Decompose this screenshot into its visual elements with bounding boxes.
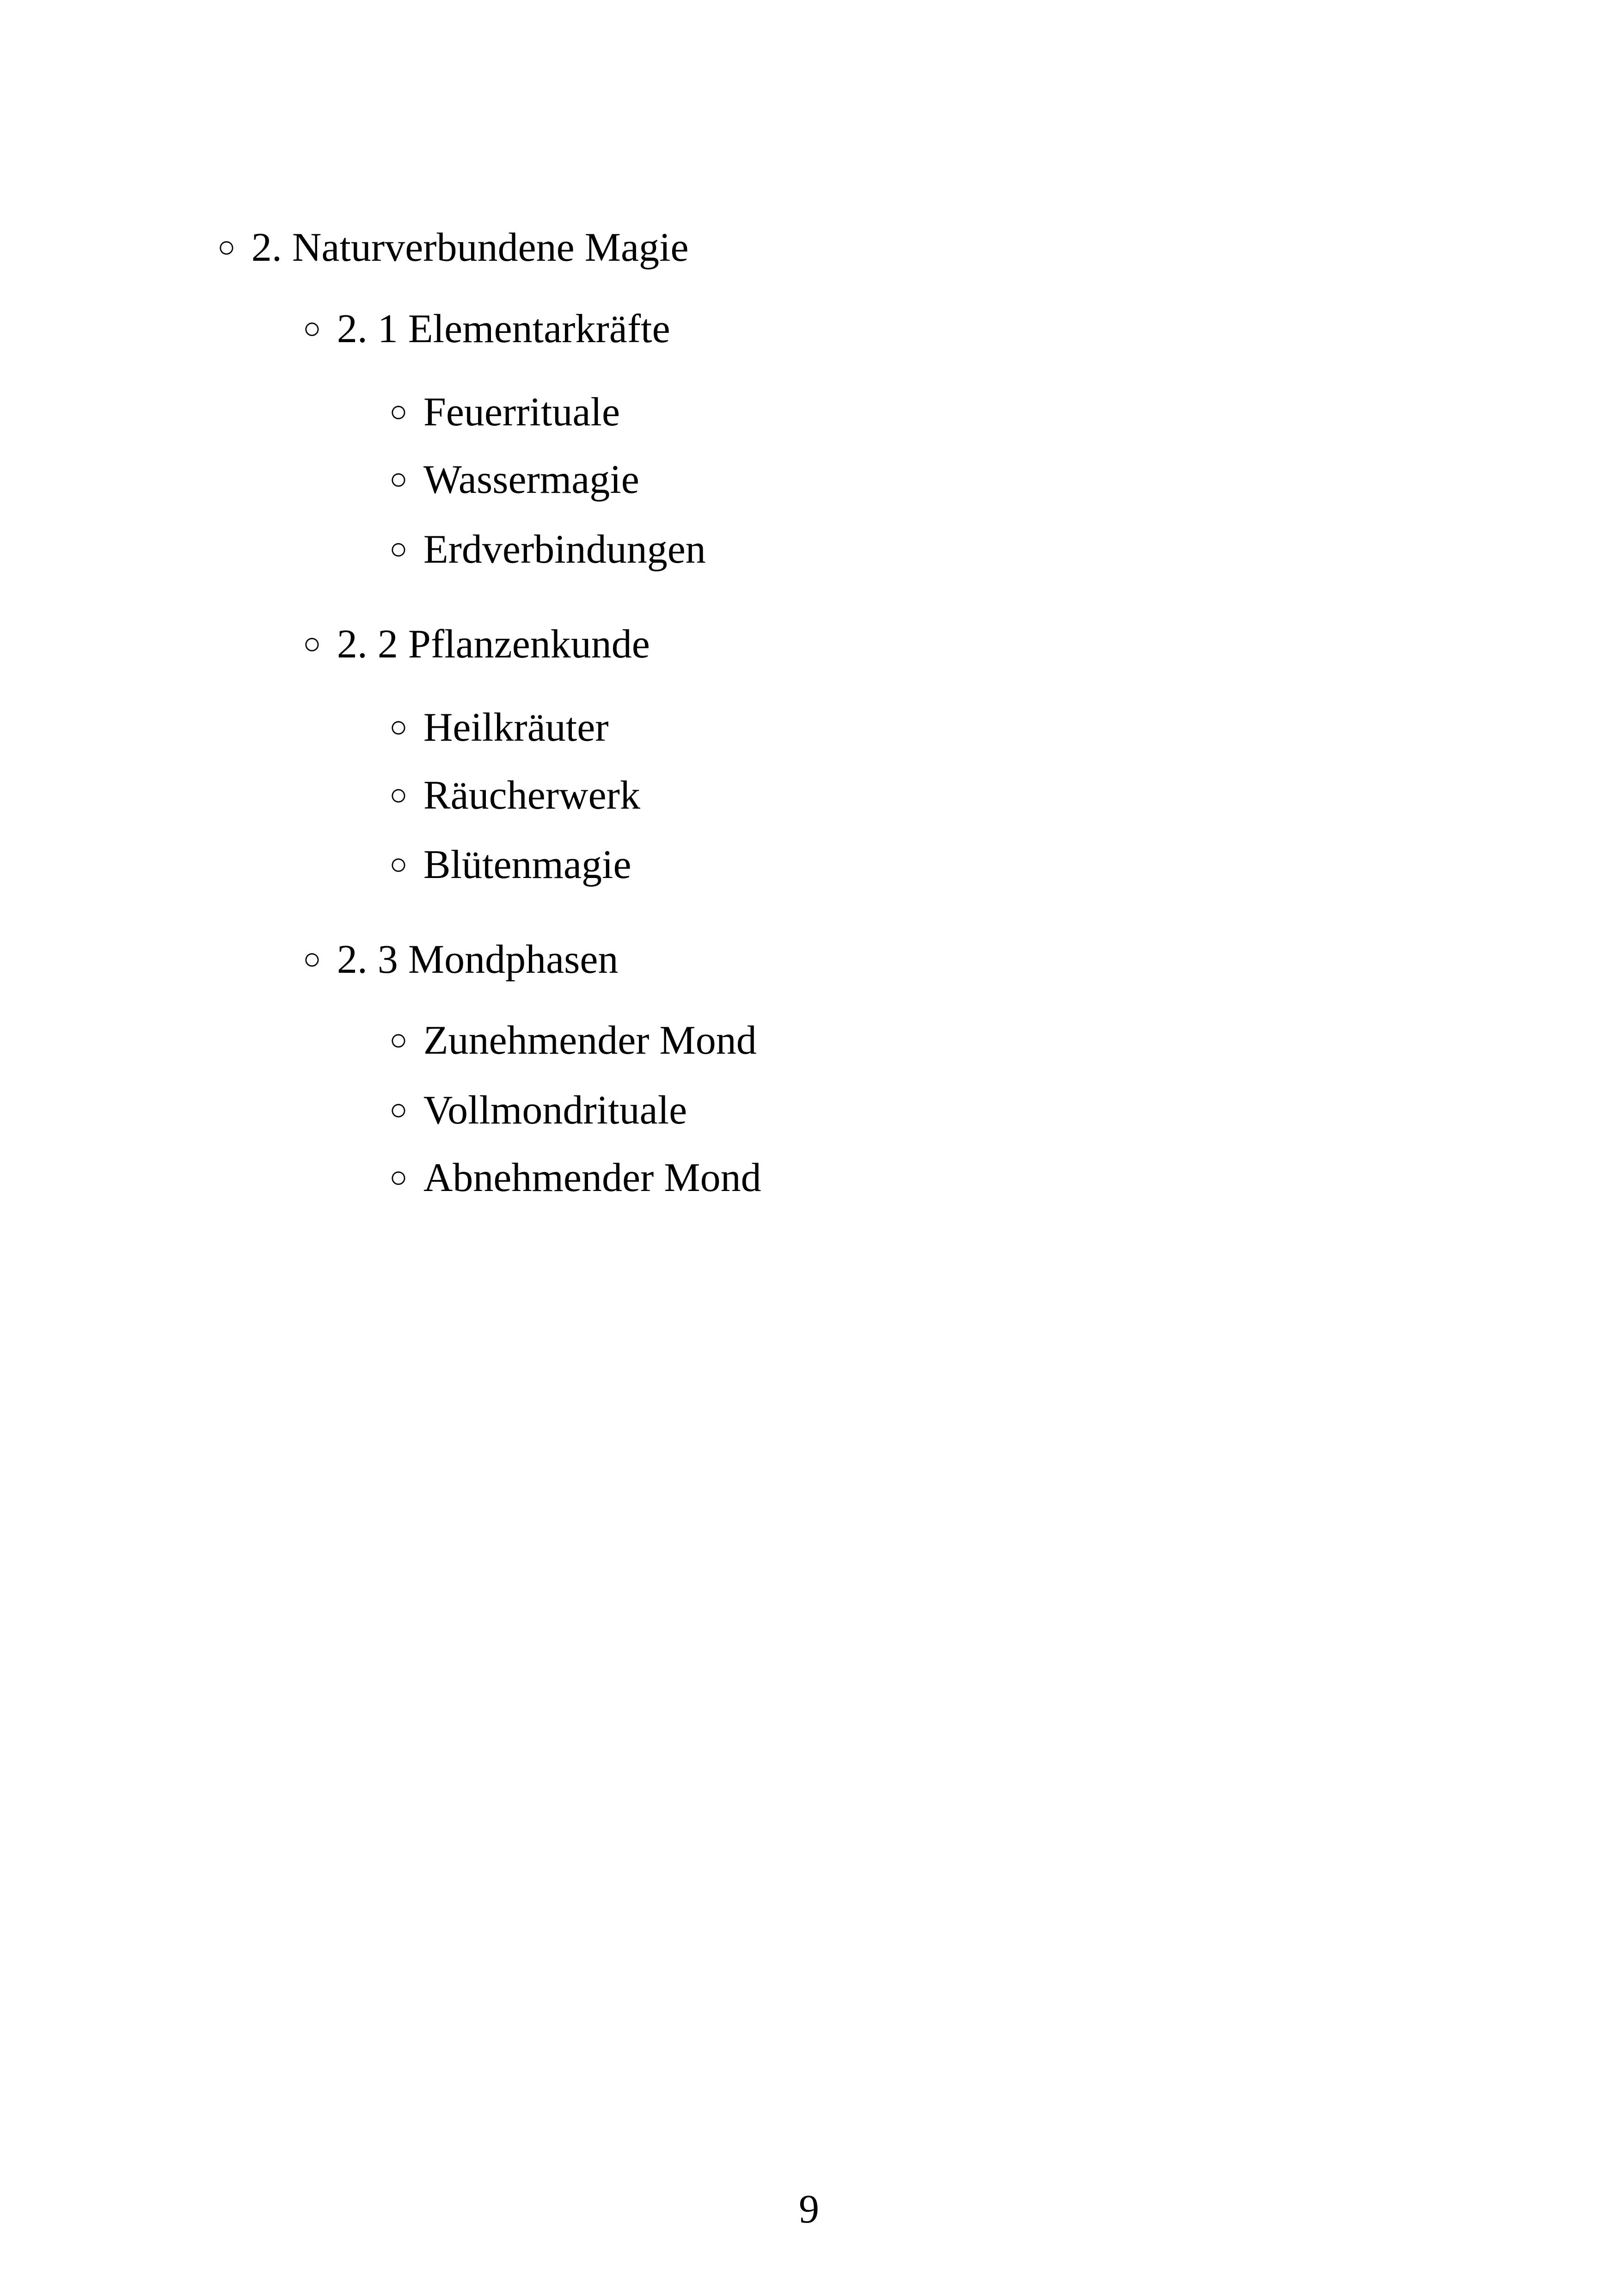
bullet-icon: ○	[389, 778, 408, 812]
outline-item-subsection	[303, 309, 670, 350]
bullet-icon: ○	[389, 395, 408, 429]
bullet-icon: ○	[303, 312, 321, 345]
outline-item-topic	[389, 1090, 687, 1131]
bullet-icon: ○	[389, 1160, 408, 1194]
outline-item-topic	[389, 842, 631, 887]
bullet-icon: ○	[303, 627, 321, 661]
bullet-icon: ○	[389, 710, 408, 744]
topic-label: Heilkräuter	[423, 705, 609, 750]
topic-label: Zunehmender Mond	[423, 1018, 757, 1063]
bullet-icon: ○	[389, 1023, 408, 1057]
bullet-icon: ○	[303, 942, 321, 976]
bullet-icon: ○	[217, 230, 236, 264]
topic-label: Räucherwerk	[423, 773, 640, 818]
bullet-icon: ○	[389, 462, 408, 496]
outline-item-topic	[389, 1020, 757, 1061]
topic-label: Feuerrituale	[423, 390, 620, 435]
outline-item-section	[217, 227, 689, 268]
outline-item-subsection	[303, 624, 650, 665]
outline-item-topic	[389, 775, 640, 816]
outline-item-topic	[389, 707, 609, 748]
outline-item-topic	[389, 392, 620, 433]
bullet-icon: ○	[389, 532, 408, 566]
subsection-heading: 2. 2 Pflanzenkunde	[337, 622, 650, 667]
topic-label: Erdverbindungen	[423, 527, 706, 572]
topic-label: Vollmondrituale	[423, 1088, 687, 1133]
bullet-icon: ○	[389, 1093, 408, 1127]
topic-label: Wassermagie	[423, 457, 639, 502]
outline-item-topic	[389, 457, 639, 502]
outline-item-topic	[389, 529, 706, 570]
page-number: 9	[799, 2187, 819, 2232]
subsection-heading: 2. 1 Elementarkräfte	[337, 307, 670, 351]
section-heading: 2. Naturverbundene Magie	[251, 225, 689, 270]
bullet-icon: ○	[389, 847, 408, 881]
outline-item-subsection	[303, 939, 618, 980]
outline-item-topic	[389, 1155, 761, 1200]
topic-label: Abnehmender Mond	[423, 1155, 761, 1200]
subsection-heading: 2. 3 Mondphasen	[337, 937, 619, 982]
topic-label: Blütenmagie	[423, 842, 631, 887]
